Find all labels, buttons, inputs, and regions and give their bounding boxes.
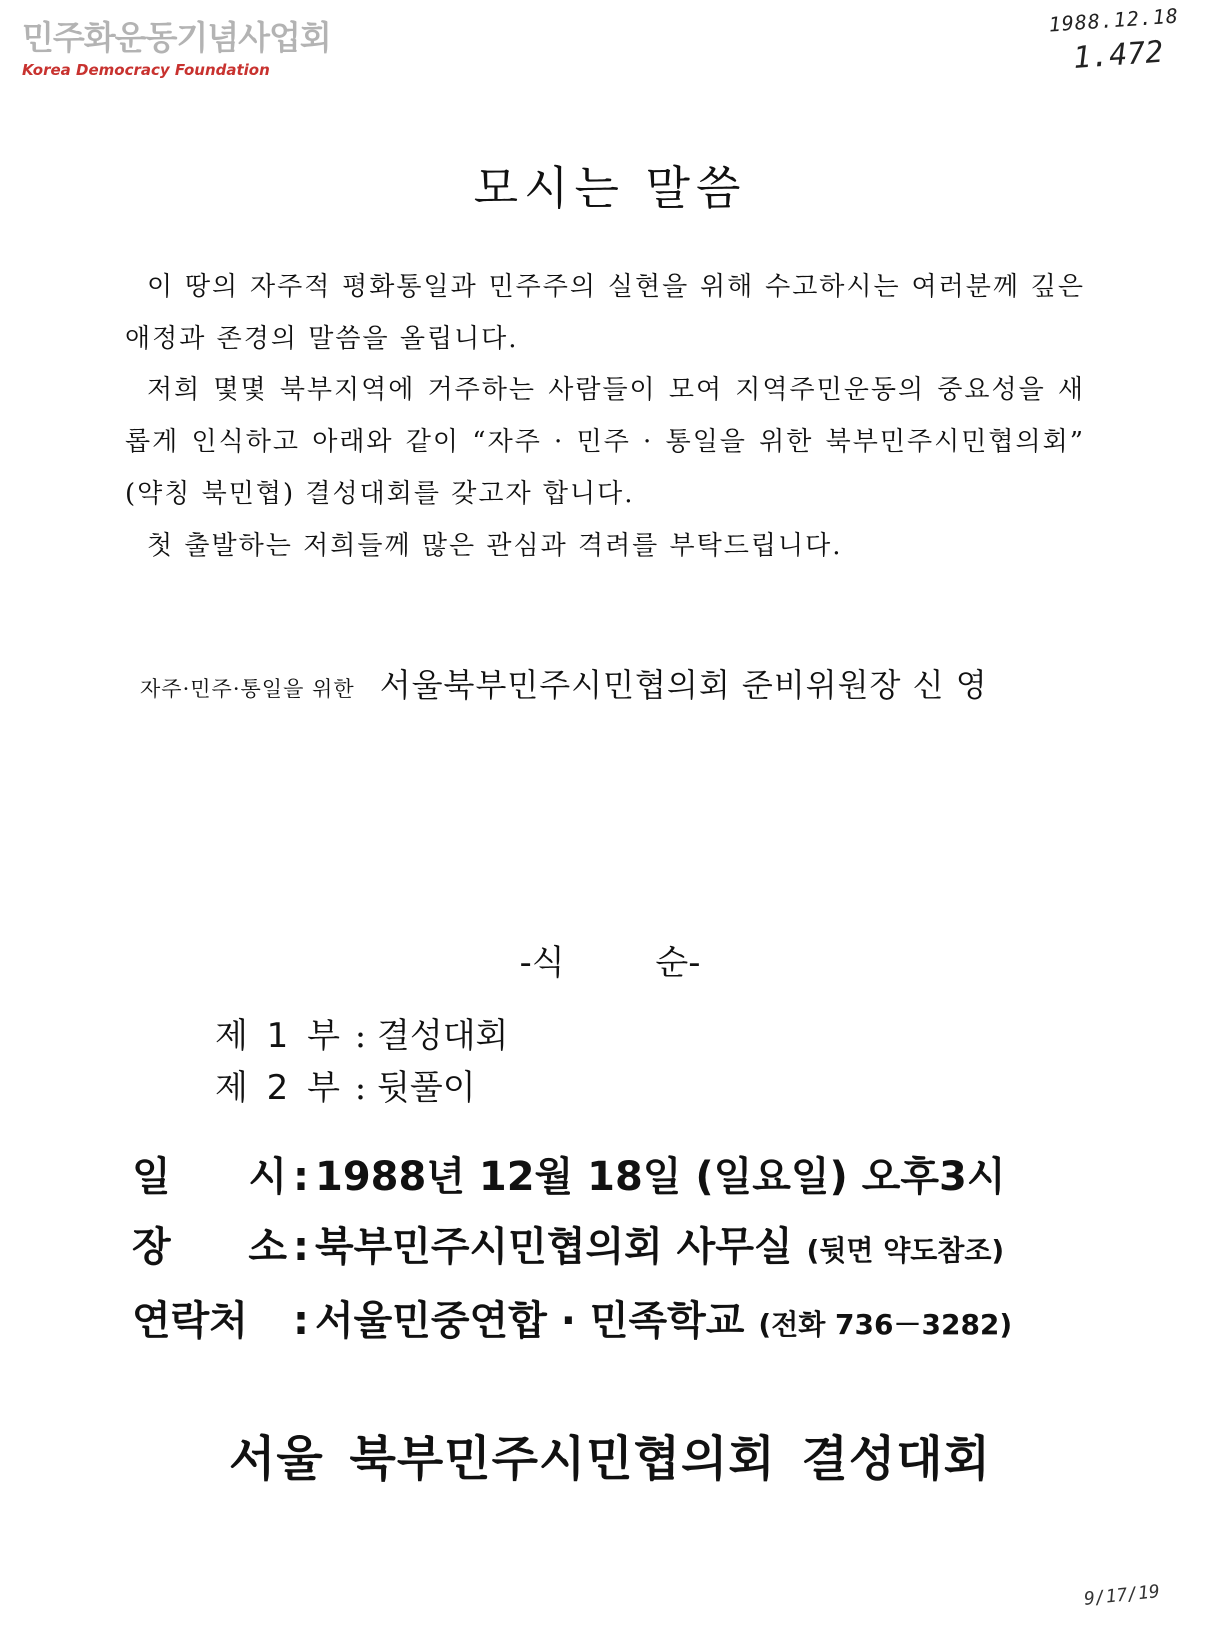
order-heading: -식 순- bbox=[519, 943, 701, 983]
watermark-logo bbox=[22, 18, 331, 80]
signature-prefix: 자주·민주·통일을 위한 bbox=[140, 677, 355, 701]
body-paragraph-3: 첫 출발하는 저희들께 많은 관심과 격려를 부탁드립니다. bbox=[147, 530, 843, 561]
detail-row-place bbox=[132, 1212, 1012, 1286]
order-list bbox=[215, 1010, 508, 1114]
invitation-body bbox=[125, 262, 1085, 572]
detail-note: (전화 736－3282) bbox=[758, 1308, 1013, 1341]
detail-note: (뒷면 약도참조) bbox=[806, 1234, 1005, 1267]
detail-value: 서울민중연합 · 민족학교 bbox=[315, 1298, 745, 1344]
body-paragraph-1: 이 땅의 자주적 평화통일과 민주주의 실현을 위해 수고하시는 여러분께 깊은 애정과 존경의 말씀을 올립니다. bbox=[125, 272, 1085, 354]
handwritten-date: 1988.12.18 bbox=[1047, 3, 1180, 37]
body-paragraph-2: 저희 몇몇 북부지역에 거주하는 사람들이 모여 지역주민운동의 중요성을 새롭게 인식하고 아래와 같이 “자주 · 민주 · 통일을 위한 북부민주시민협의회” (약칭 북민협) 결성대회를 갖고자 합니다. bbox=[125, 375, 1085, 509]
order-part-label: 제 2 부 bbox=[215, 1068, 344, 1108]
detail-label: 장 소 bbox=[132, 1224, 287, 1270]
detail-label: 연락처 bbox=[132, 1298, 248, 1344]
detail-row-contact bbox=[132, 1286, 1012, 1360]
order-item bbox=[215, 1062, 508, 1114]
order-part-label: 제 1 부 bbox=[215, 1016, 344, 1056]
handwritten-page-mark: 9/17/19 bbox=[1083, 1581, 1161, 1610]
detail-label: 일 시 bbox=[132, 1154, 287, 1200]
event-details bbox=[132, 1142, 1012, 1360]
signature-main: 서울북부민주시민협의회 준비위원장 신 영 bbox=[379, 666, 988, 704]
detail-value: 1988년 12월 18일 (일요일) 오후3시 bbox=[315, 1154, 1006, 1200]
watermark-korean: 민주화운동기념사업회 bbox=[22, 18, 331, 57]
order-separator: : bbox=[354, 1016, 378, 1056]
detail-colon: : bbox=[293, 1154, 309, 1200]
page-title: 모시는 말씀 bbox=[473, 161, 747, 215]
footer-title: 서울 북부민주시민협의회 결성대회 bbox=[229, 1431, 991, 1487]
handwritten-number: 1.472 bbox=[1071, 34, 1165, 76]
order-separator: : bbox=[354, 1068, 378, 1108]
order-part-name: 뒷풀이 bbox=[377, 1068, 476, 1108]
detail-colon: : bbox=[293, 1298, 309, 1344]
handwritten-note bbox=[1047, 4, 1182, 78]
watermark-english: Korea Democracy Foundation bbox=[22, 61, 270, 79]
detail-value: 북부민주시민협의회 사무실 bbox=[315, 1224, 793, 1270]
signature-line bbox=[140, 660, 988, 706]
order-part-name: 결성대회 bbox=[377, 1016, 509, 1056]
detail-colon: : bbox=[293, 1224, 309, 1270]
order-item bbox=[215, 1010, 508, 1062]
detail-row-datetime bbox=[132, 1142, 1012, 1212]
